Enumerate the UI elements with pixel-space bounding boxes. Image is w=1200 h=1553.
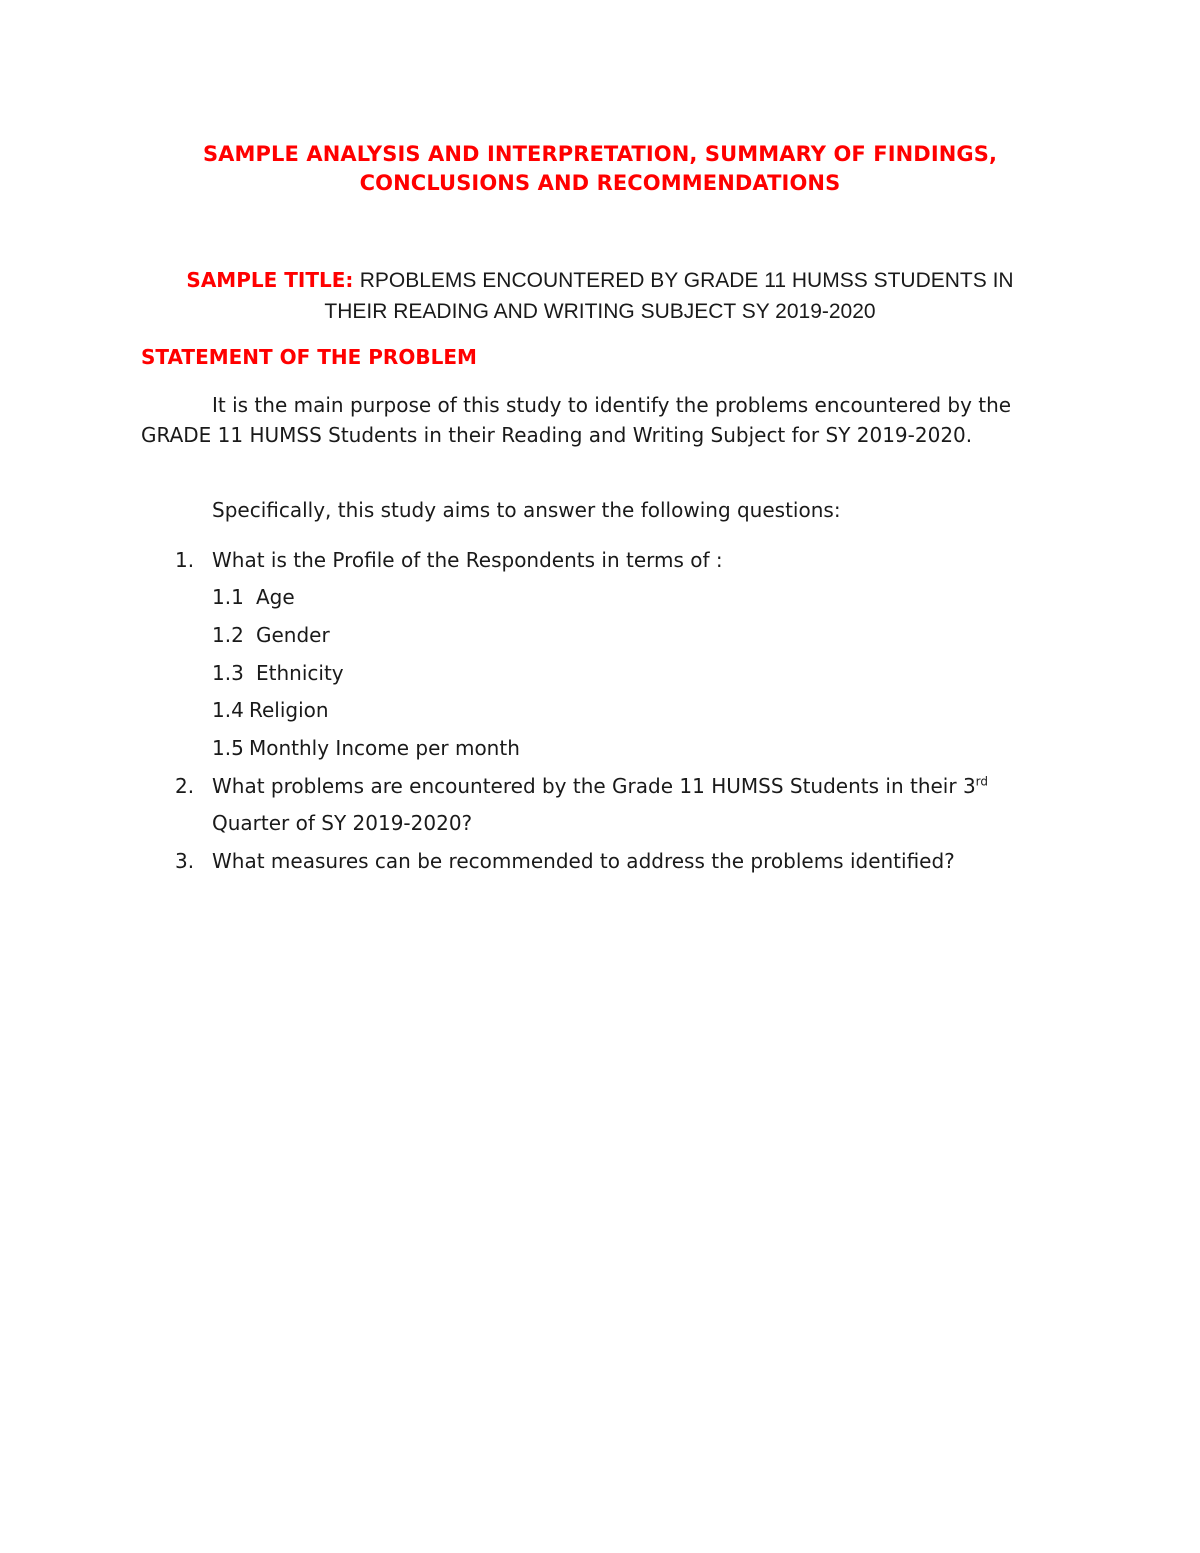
- list-item-text: [212, 771, 988, 801]
- sub-list-item: [212, 582, 295, 612]
- list-item-text-main: What problems are encountered by the Grade 11 HUMSS Students in their 3: [212, 774, 976, 798]
- list-number: 3.: [175, 849, 195, 873]
- sub-list-item: [212, 695, 329, 725]
- sub-list-number: 1.1: [212, 585, 244, 609]
- document-title-line-1: SAMPLE ANALYSIS AND INTERPRETATION, SUMMARY OF FINDINGS,: [202, 142, 998, 166]
- sub-list-item: [212, 733, 520, 763]
- sample-title: [100, 265, 1100, 327]
- sub-list-number: 1.4: [212, 698, 244, 722]
- list-item-text: What measures can be recommended to address the problems identified?: [212, 849, 955, 873]
- paragraph-specifically: Specifically, this study aims to answer the following questions:: [212, 498, 841, 522]
- sub-list-number: 1.2: [212, 623, 244, 647]
- sample-title-value-line-2: THEIR READING AND WRITING SUBJECT SY 2019-2020: [324, 300, 876, 323]
- sub-list-number: 1.5: [212, 736, 244, 760]
- sub-list-number: 1.3: [212, 661, 244, 685]
- sub-list-text: Monthly Income per month: [249, 736, 520, 760]
- sub-list-text: Gender: [256, 623, 330, 647]
- ordinal-superscript: rd: [975, 774, 989, 789]
- document-title-line-2: CONCLUSIONS AND RECOMMENDATIONS: [359, 171, 841, 195]
- sub-list-text: Age: [256, 585, 295, 609]
- sub-list-text: Religion: [249, 698, 329, 722]
- list-item-text-continued: Quarter of SY 2019-2020?: [212, 811, 473, 835]
- sub-list-item: [212, 658, 344, 688]
- paragraph-purpose: It is the main purpose of this study to identify the problems encountered by the GRADE 11 HUMSS Students in their Reading and Writing Subject for SY 2019-2020.: [141, 393, 1012, 447]
- sub-list-text: Ethnicity: [256, 661, 344, 685]
- sample-title-label: SAMPLE TITLE:: [186, 268, 354, 292]
- section-heading: STATEMENT OF THE PROBLEM: [141, 345, 477, 369]
- list-number: 1.: [175, 548, 195, 572]
- list-item-text: What is the Profile of the Respondents in terms of :: [212, 548, 723, 572]
- sub-list-item: [212, 620, 330, 650]
- sample-title-value-line-1: RPOBLEMS ENCOUNTERED BY GRADE 11 HUMSS STUDENTS IN: [359, 269, 1014, 292]
- list-number: 2.: [175, 774, 195, 798]
